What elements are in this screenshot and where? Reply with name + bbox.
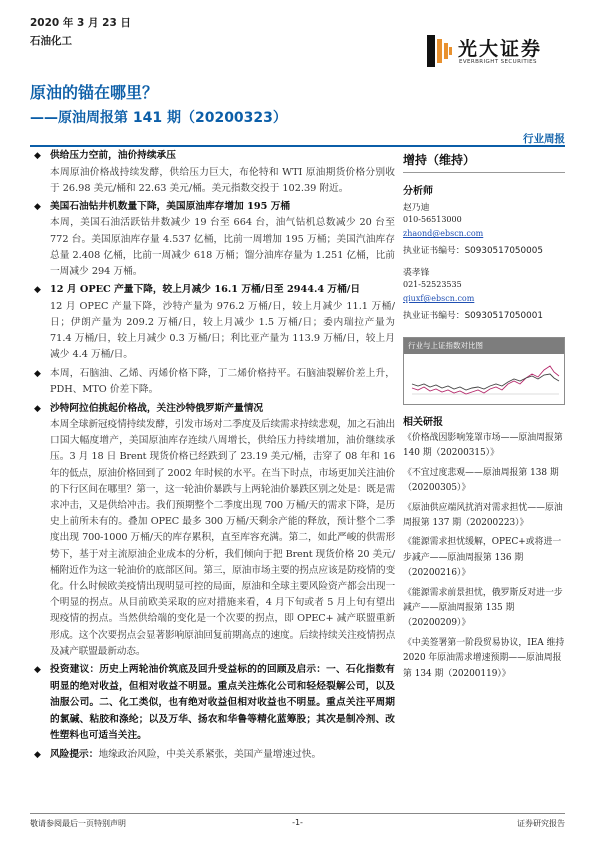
- diamond-bullet-icon: ◆: [34, 749, 41, 760]
- related-report-link[interactable]: 《原油供应端风扰消对需求担忧——原油周报第 137 期（20200223）》: [403, 502, 563, 529]
- analyst2-email-link[interactable]: qiuxf@ebscn.com: [403, 294, 475, 303]
- paragraph-price-war: 本周全球新冠疫情持续发酵，引发市场对二季度及后续需求持续悲观，加之石油出口国大幅度增产，美国原油库存连续八周增长，供给压力持续增加，油价继续承压。3 月 18 日 Brent 现货价格已经跌到了 23.19 美元/桶，击穿了 08 年和 16 年的低点，原油价格回到了 2002 年时候的水平。在当下时点，市场更加关注油价的下行区间在哪里？第一，这一轮油价暴跌与上两轮油价暴跌区别之处是：既是需求冲击，又是供给冲击。我们预期整个二季度出现 700 万桶/天的需求下降，是历史上前所未有的。叠加 OPEC 最多 300 万桶/天剩余产能的释放，预计整个二季度出现 700-1000 万桶/天的库存累积，直至库容充满。第二，如此严峻的供需形势下，基于对主流原油企业成本的分析，我们倾向于把 Brent 现货价格 20 美元/桶附近作为这一轮油价的底部区间。第三，原油市场主要的拐点应该是防疫情的变化。什么时候欧美疫情出现明显可控的局面，原油和全球主要风险资产都会出现一个明显的拐点。从目前欧美采取的应对措施来看，4 月下旬或者 5 月上旬有望出现疫情的拐点。当然供给端的变化是一个次要的拐点，即 OPEC+ 减产联盟重新形成。这个次要拐点会显著影响原油回复前期高点的速度。后续持续关注疫情拐点及减产联盟最新动态。: [50, 419, 395, 657]
- analyst-heading: 分析师: [403, 186, 433, 197]
- analyst1-email-link[interactable]: zhaond@ebscn.com: [403, 229, 484, 238]
- logo-mark-icon: [425, 35, 453, 67]
- investment-advice-text: 投资建议：历史上两轮油价筑底及回升受益标的的回顾及启示：一、石化指数有明显的绝对收益，但相对收益不明显。重点关注炼化公司和轻烃裂解公司，以及油服公司。二、化工类似，也有绝对收益但相对收益也不明显。重点关注平周期的氯碱、粘胶和涤纶；以及万华、扬农和华鲁等精化蓝筹股；其次是制冷剂、改性塑料也可适当关注。: [50, 664, 395, 742]
- header-divider: [30, 145, 565, 147]
- bullet-chemicals: [30, 366, 395, 399]
- report-type-label: 行业周报: [523, 133, 565, 145]
- bullet-opec-output: [30, 282, 395, 299]
- paragraph-rig-count: 本周，美国石油活跃钻井数减少 19 台至 664 台，油气钻机总数减少 20 台至 772 台。美国原油库存量 4.537 亿桶，比前一周增加 195 万桶；美国汽油库存总量 2.408 亿桶，比前一周减少 618 万桶；馏分油库存量为 1.251 亿桶，比前一周减少 294 万桶。: [50, 217, 395, 278]
- related-report-link[interactable]: 《价格战因影响笼罩市场——原油周报第 140 期（20200315）》: [403, 433, 563, 459]
- analyst2-phone: 021-52523535: [403, 280, 462, 289]
- bullet-price-war: [30, 401, 395, 418]
- analyst1-name: 赵乃迪: [403, 203, 430, 213]
- related-research-heading: 相关研报: [403, 417, 443, 428]
- report-title: 原油的锚在哪里？: [30, 83, 159, 102]
- bullet-supply-pressure: [30, 148, 395, 165]
- analyst1-phone: 010-56513000: [403, 215, 462, 224]
- diamond-bullet-icon: ◆: [34, 665, 41, 676]
- footer-disclaimer: 敬请参阅最后一页特别声明: [30, 819, 126, 828]
- analyst1-cert: 执业证书编号：S0930517050005: [403, 246, 543, 256]
- bullet-heading: 供给压力空前，油价持续承压: [50, 150, 176, 161]
- related-report-link[interactable]: 《中美签署第一阶段贸易协议，IEA 维持 2020 年原油需求增速预期——原油周报第 134 期（20200119）》: [403, 637, 565, 679]
- footer-report-label: 证券研究报告: [517, 819, 565, 828]
- report-subtitle: ——原油周报第 141 期（20200323）: [30, 110, 287, 126]
- paragraph-supply-pressure: 本周原油价格战持续发酵，供给压力巨大，布伦特和 WTI 原油期货价格分别收于 26.98 美元/桶和 22.63 美元/桶。美元指数交投于 102.39 附近。: [50, 166, 395, 194]
- related-research: [403, 413, 565, 686]
- logo-chinese-text: 光大证券: [458, 38, 543, 60]
- related-report-link[interactable]: 《能源需求担忧缓解，OPEC+或将进一步减产——原油周报第 136 期（20200216）》: [403, 537, 562, 579]
- risk-text: 地缘政治风险，中美关系紧张，美国产量增速过快。: [98, 748, 322, 760]
- analyst2-name: 裘孝锋: [403, 268, 430, 278]
- report-date: 2020 年 3 月 23 日: [30, 17, 131, 29]
- chart-plot: [404, 354, 564, 404]
- chart-series-line-a: [412, 366, 559, 394]
- paragraph-chemicals: 本周，石脑油、乙烯、丙烯价格下降，丁二烯价格持平。石脑油裂解价差上升，PDH、MTO 价差下降。: [50, 367, 395, 396]
- index-comparison-chart: [403, 337, 565, 405]
- bullet-heading: 沙特阿拉伯挑起价格战，关注沙特俄罗斯产量情况: [50, 402, 264, 414]
- rating-label: 增持（维持）: [403, 153, 476, 167]
- bullet-heading: 12 月 OPEC 产量下降，较上月减少 16.1 万桶/日至 2944.4 万桶/日: [50, 284, 361, 296]
- company-logo: [425, 33, 565, 73]
- bullet-risk: [30, 747, 395, 764]
- chart-title: 行业与上证指数对比图: [404, 338, 564, 354]
- logo-english-text: EVERBRIGHT SECURITIES: [459, 59, 537, 65]
- bullet-heading: 美国石油钻井机数量下降，美国原油库存增加 195 万桶: [50, 200, 291, 212]
- diamond-bullet-icon: ◆: [34, 403, 41, 414]
- diamond-bullet-icon: ◆: [34, 368, 41, 379]
- analyst2-cert: 执业证书编号：S0930517050001: [403, 311, 543, 321]
- diamond-bullet-icon: ◆: [34, 151, 41, 161]
- related-report-link[interactable]: 《不宜过度悲观——原油周报第 138 期（20200305）》: [403, 467, 559, 494]
- rating-divider: [403, 172, 565, 173]
- paragraph-opec-output: 12 月 OPEC 产量下降，沙特产量为 976.2 万桶/日，较上月减少 11.1 万桶/日；伊朗产量为 209.2 万桶/日，较上月减少 1.5 万桶/日；委内瑞拉产量为 71.4 万桶/日，较上月减少 0.3 万桶/日；利比亚产量为 113.9 万桶/日，较上月减少 4.4 万桶/日。: [50, 300, 395, 361]
- risk-heading: 风险提示：: [50, 748, 99, 760]
- main-content: [30, 148, 395, 763]
- page-number: -1-: [292, 818, 303, 827]
- footer-divider: [30, 813, 565, 814]
- diamond-bullet-icon: ◆: [34, 285, 41, 296]
- diamond-bullet-icon: ◆: [34, 201, 41, 212]
- sector-label: 石油化工: [30, 35, 72, 47]
- related-report-link[interactable]: 《能源需求前景担忧，俄罗斯反对进一步减产——原油周报第 135 期（20200209）》: [403, 587, 563, 629]
- bullet-rig-count: [30, 199, 395, 216]
- bullet-investment-advice: [30, 662, 395, 745]
